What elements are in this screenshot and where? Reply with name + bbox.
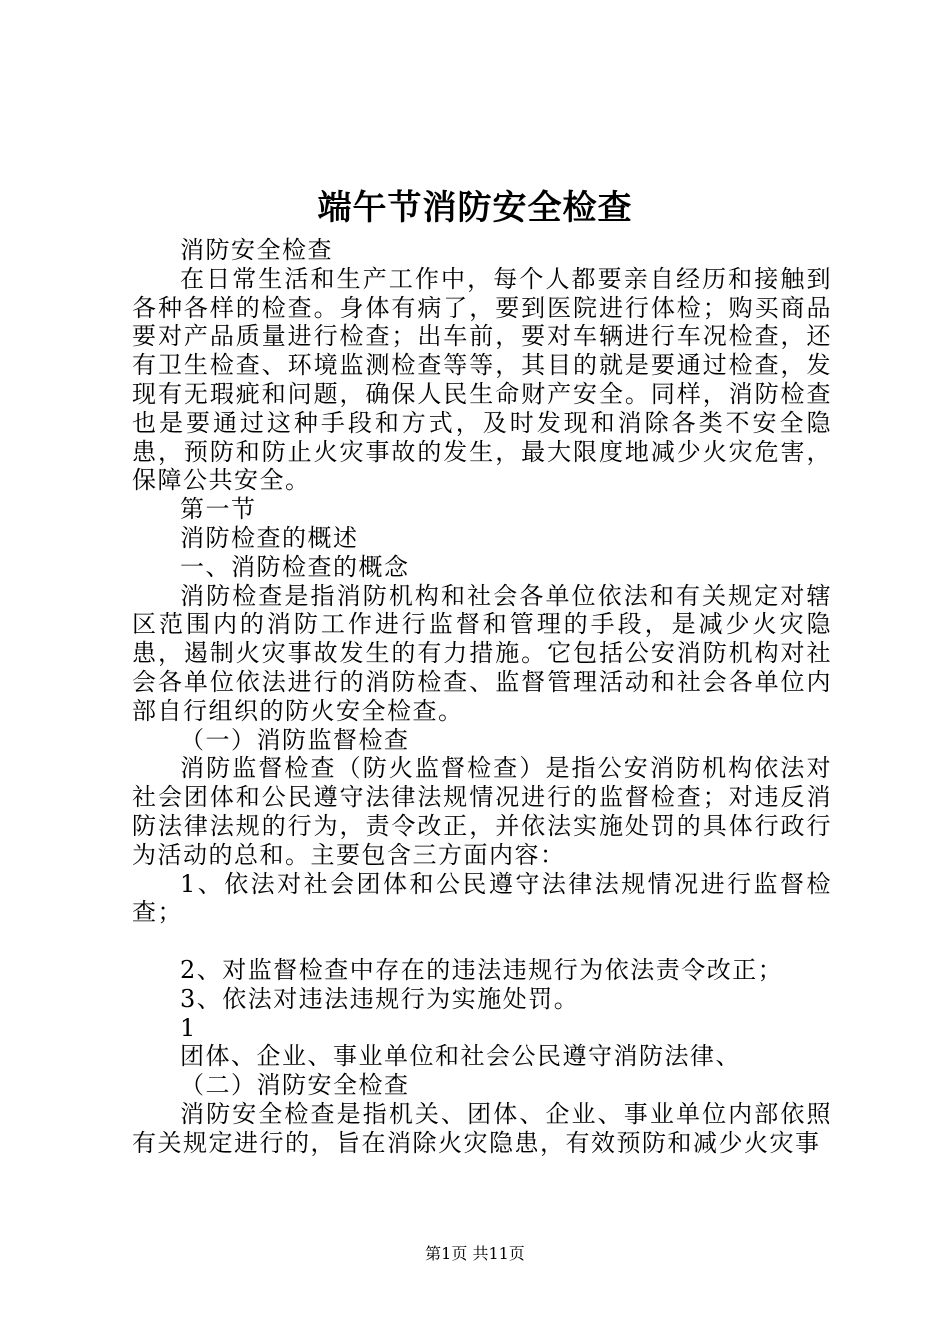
paragraph: 消防监督检查（防火监督检查）是指公安消防机构依法对社会团体和公民遵守法律法规情况进行的监督检查；对违反消防法律法规的行为，责令改正，并依法实施处罚的具体行政行为活动的总和。主要包含三方面内容： bbox=[132, 754, 832, 869]
paragraph-fragment: 团体、企业、事业单位和社会公民遵守消防法律、 bbox=[180, 1042, 741, 1071]
subsection-heading: （二）消防安全检查 bbox=[180, 1071, 410, 1100]
document-title: 端午节消防安全检查 bbox=[317, 188, 633, 228]
paragraph: 消防检查是指消防机构和社会各单位依法和有关规定对辖区范围内的消防工作进行监督和管理的手段，是减少火灾隐患，遏制火灾事故发生的有力措施。它包括公安消防机构对社会各单位依法进行的消防检查、监督管理活动和社会各单位内部自行组织的防火安全检查。 bbox=[132, 581, 832, 725]
list-item: 1、依法对社会团体和公民遵守法律法规情况进行监督检查； bbox=[132, 869, 832, 927]
paragraph: 在日常生活和生产工作中，每个人都要亲自经历和接触到各种各样的检查。身体有病了，要到医院进行体检；购买商品要对产品质量进行检查；出车前，要对车辆进行车况检查，还有卫生检查、环境监测检查等等，其目的就是要通过检查，发现有无瑕疵和问题，确保人民生命财产安全。同样，消防检查也是要通过这种手段和方式，及时发现和消除各类不安全隐患，预防和防止火灾事故的发生，最大限度地减少火灾危害，保障公共安全。 bbox=[132, 264, 832, 495]
list-item: 3、依法对违法违规行为实施处罚。 bbox=[180, 984, 580, 1013]
section-subheading: 消防检查的概述 bbox=[180, 523, 359, 552]
subsection-heading: 一、消防检查的概念 bbox=[180, 552, 410, 581]
section-heading: 第一节 bbox=[180, 495, 257, 524]
paragraph-fragment: 1 bbox=[180, 1013, 197, 1042]
paragraph: 消防安全检查是指机关、团体、企业、事业单位内部依照有关规定进行的，旨在消除火灾隐患，有效预防和减少火灾事 bbox=[132, 1099, 832, 1157]
paragraph-heading: 消防安全检查 bbox=[180, 236, 333, 264]
page-footer: 第1页 共11页 bbox=[425, 1244, 525, 1263]
document-body bbox=[132, 236, 832, 1158]
subsection-heading: （一）消防监督检查 bbox=[180, 725, 410, 754]
list-item: 2、对监督检查中存在的违法违规行为依法责令改正； bbox=[180, 955, 784, 984]
